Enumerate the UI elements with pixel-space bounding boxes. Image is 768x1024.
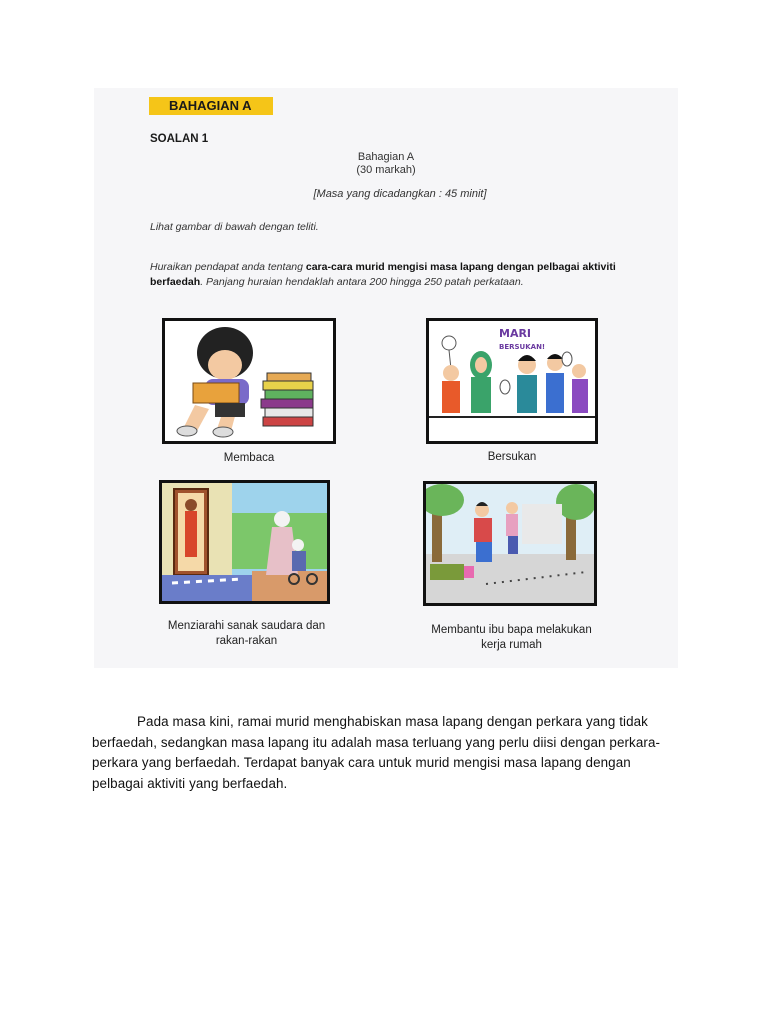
essay-paragraph bbox=[92, 712, 672, 794]
instruction-text: Huraikan pendapat anda tentang bbox=[150, 261, 306, 273]
instruction-look: Lihat gambar di bawah dengan teliti. bbox=[150, 221, 319, 233]
section-banner: BAHAGIAN A bbox=[149, 97, 273, 115]
caption-chores-line1: Membantu ibu bapa melakukan bbox=[431, 624, 592, 636]
visiting-illustration bbox=[162, 483, 327, 601]
part-title: Bahagian A bbox=[357, 151, 415, 163]
caption-visiting bbox=[154, 619, 339, 649]
picture-sports bbox=[426, 318, 598, 444]
sports-illustration bbox=[429, 321, 595, 441]
picture-visiting bbox=[159, 480, 330, 604]
instruction-describe bbox=[150, 260, 670, 290]
question-scan bbox=[94, 88, 678, 668]
chores-illustration bbox=[426, 484, 594, 603]
time-allowed: [Masa yang dicadangkan : 45 minit] bbox=[313, 188, 487, 200]
caption-visiting-line2: rakan-rakan bbox=[215, 635, 278, 647]
caption-chores-line2: kerja rumah bbox=[481, 639, 542, 651]
sign-text: MARI bbox=[499, 327, 532, 340]
caption-visiting-line1: Menziarahi sanak saudara dan bbox=[167, 620, 326, 632]
caption-sports: Bersukan bbox=[487, 451, 537, 463]
instruction-text-end: . Panjang huraian hendaklah antara 200 hingga 250 patah perkataan. bbox=[200, 276, 524, 288]
sign-text-2: BERSUKAN! bbox=[499, 343, 546, 351]
caption-chores bbox=[419, 623, 604, 653]
marks: (30 markah) bbox=[356, 164, 416, 176]
essay-text: Pada masa kini, ramai murid menghabiskan masa lapang dengan perkara yang tidak berfaedah, sedangkan masa lapang itu adalah masa terluang yang perlu diisi dengan perkara-perkara yang berfaedah. Terdapat banyak cara untuk murid mengisi masa lapang dengan pelbagai aktiviti yang berfaedah. bbox=[92, 714, 661, 791]
picture-reading bbox=[162, 318, 336, 444]
caption-reading: Membaca bbox=[223, 452, 275, 464]
reading-illustration bbox=[165, 321, 333, 441]
instruction-bold: cara-cara murid mengisi masa lapang dengan pelbagai aktiviti berfaedah bbox=[150, 261, 616, 288]
picture-chores bbox=[423, 481, 597, 606]
question-number: SOALAN 1 bbox=[150, 133, 209, 145]
